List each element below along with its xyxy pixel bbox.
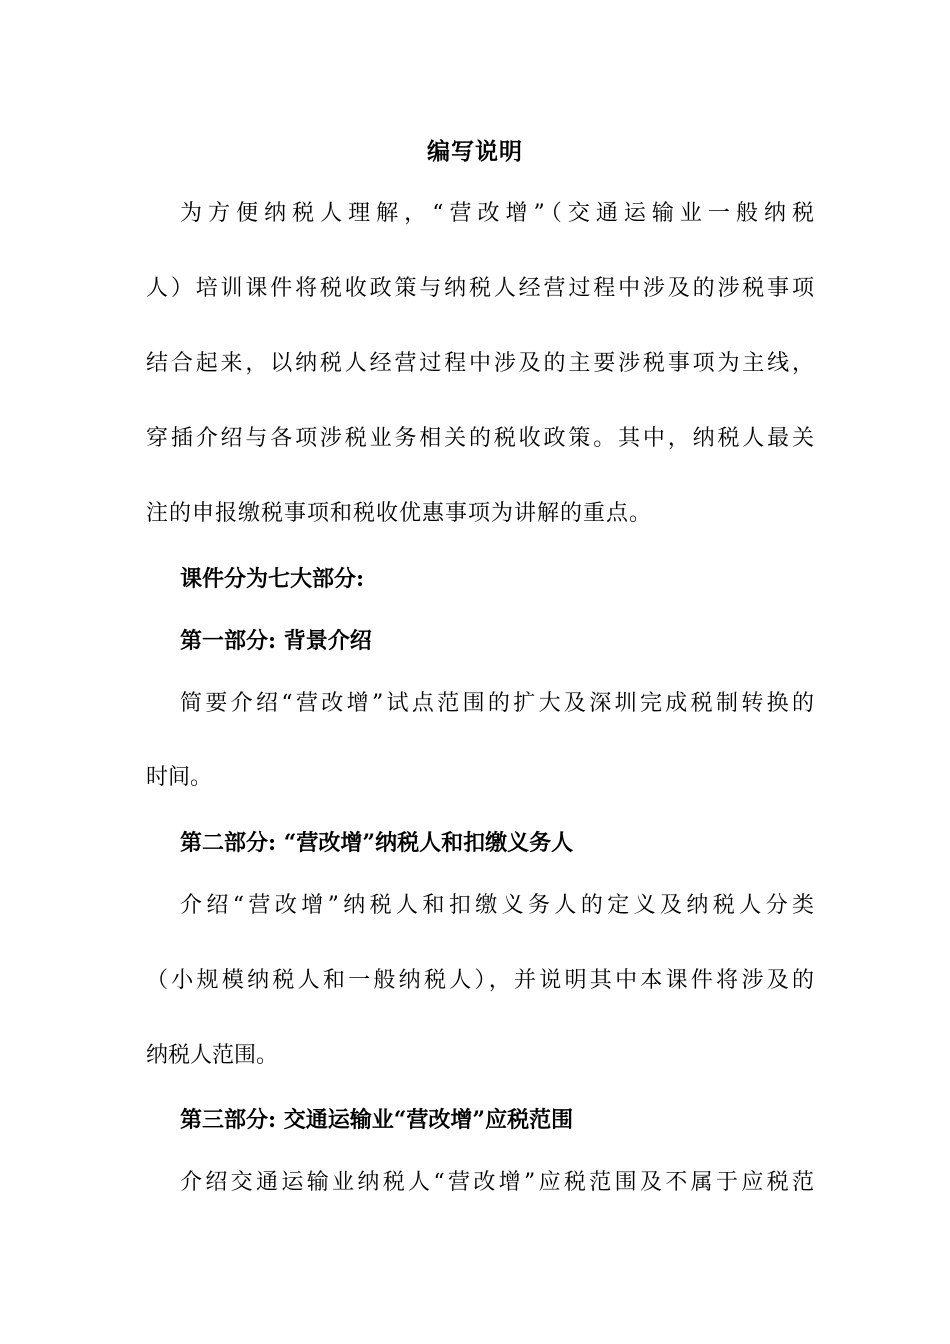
paragraph-line: 纳税人范围。 <box>146 1043 279 1068</box>
paragraph-line: 注的申报缴税事项和税收优惠事项为讲解的重点。 <box>146 501 653 526</box>
section-heading: 第三部分: 交通运输业“营改增”应税范围 <box>180 1107 574 1133</box>
paragraph-line: 时间。 <box>146 765 213 790</box>
paragraph-line: 介绍“营改增”纳税人和扣缴义务人的定义及纳税人分类 <box>180 893 814 918</box>
paragraph-line: 结合起来，以纳税人经营过程中涉及的主要涉税事项为主线， <box>146 351 814 376</box>
paragraph-line: 穿插介绍与各项涉税业务相关的税收政策。其中，纳税人最关 <box>146 426 814 451</box>
paragraph-line: 人）培训课件将税收政策与纳税人经营过程中涉及的涉税事项 <box>146 276 814 301</box>
paragraph-line: 介绍交通运输业纳税人“营改增”应税范围及不属于应税范 <box>180 1170 814 1195</box>
paragraph-line: 为方便纳税人理解，“营改增”（交通运输业一般纳税 <box>180 201 814 226</box>
document-title: 编写说明 <box>427 138 523 165</box>
section-heading: 课件分为七大部分: <box>180 566 365 592</box>
paragraph-line: 简要介绍“营改增”试点范围的扩大及深圳完成税制转换的 <box>180 691 814 716</box>
paragraph-line: （小规模纳税人和一般纳税人），并说明其中本课件将涉及的 <box>146 968 814 993</box>
section-heading: 第二部分: “营改增”纳税人和扣缴义务人 <box>180 830 574 856</box>
section-heading: 第一部分: 背景介绍 <box>180 628 372 654</box>
